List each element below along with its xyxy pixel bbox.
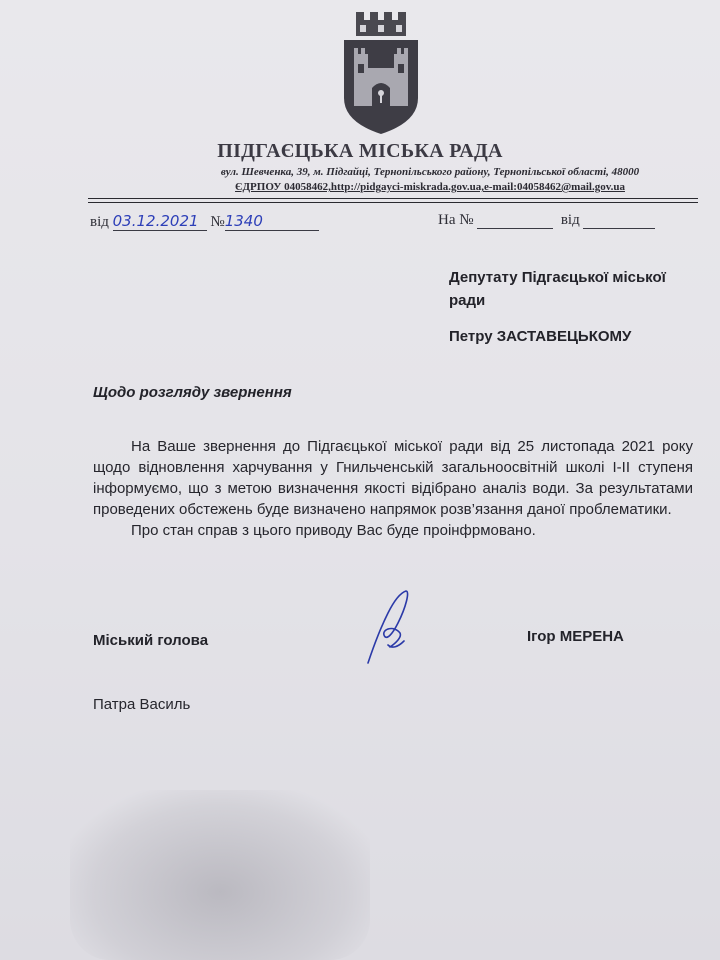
letter-body <box>93 436 693 541</box>
handwritten-signature-icon <box>360 585 420 670</box>
photo-shadow <box>70 790 370 960</box>
signatory-title: Міський голова <box>93 632 209 649</box>
incoming-date-blank <box>583 214 655 229</box>
outgoing-date: 03.12.2021 <box>113 212 207 231</box>
header-divider-thin <box>88 202 698 203</box>
outgoing-registration <box>90 212 319 231</box>
council-name: ПІДГАЄЦЬКА МІСЬКА РАДА <box>217 140 503 162</box>
outgoing-number: 1340 <box>225 212 319 231</box>
header-divider-thick <box>88 198 698 199</box>
council-contacts: ЄДРПОУ 04058462,http://pidgayci-miskrada.gov.ua,e-mail:04058462@mail.gov.ua <box>235 181 625 193</box>
number-label: № <box>210 214 225 230</box>
incoming-registration <box>438 212 655 229</box>
from-label: від <box>90 214 109 230</box>
incoming-from-label: від <box>560 212 580 228</box>
body-paragraph: На Ваше звернення до Підгаєцької міської ради від 25 листопада 2021 року щодо відновлення харчування у Гнильченській загальноосвітній школі І-ІІ ступеня інформуємо, що з метою визначення якості відібрано аналіз води. За результатами проведених обстежень буде визначено напрямок розв’язання даної проблематики. <box>93 438 693 518</box>
incoming-on-label: На № <box>438 212 474 228</box>
coat-of-arms-icon <box>338 6 424 136</box>
council-address: вул. Шевченка, 39, м. Підгайці, Тернопільського району, Тернопільської області, 48000 <box>220 166 640 178</box>
recipient-position: Депутату Підгаєцької міської ради <box>449 269 666 309</box>
executor-name: Патра Василь <box>93 696 191 713</box>
letter-subject: Щодо розгляду звернення <box>93 384 292 401</box>
incoming-number-blank <box>477 214 553 229</box>
body-paragraph: Про стан справ з цього приводу Вас буде проінфрмовано. <box>131 522 536 539</box>
recipient-name: Петру ЗАСТАВЕЦЬКОМУ <box>449 328 632 345</box>
signatory-name: Ігор МЕРЕНА <box>527 628 624 645</box>
